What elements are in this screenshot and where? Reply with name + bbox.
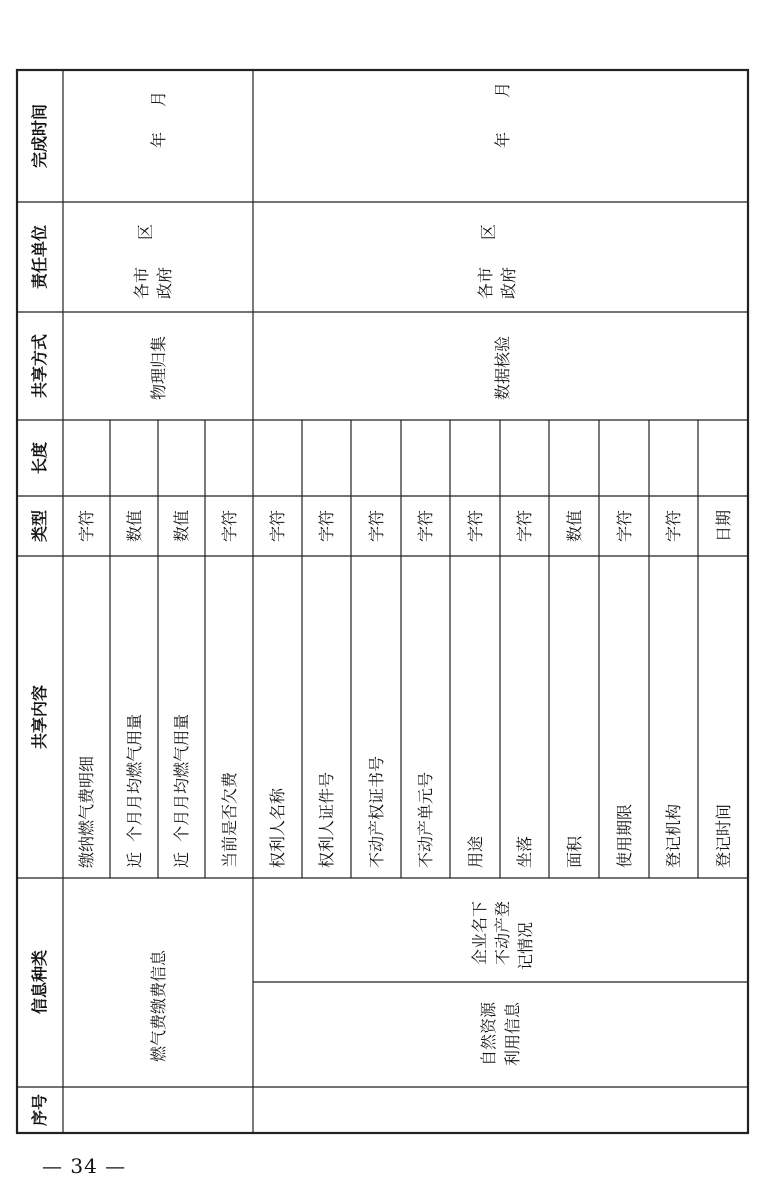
re-unit-qu: 区 — [479, 223, 498, 241]
re-unit-line2: 政府 — [499, 266, 518, 300]
gas-unit-qu: 区 — [136, 223, 155, 241]
header-length: 长度 — [30, 441, 49, 475]
gas-row-1-type: 字符 — [77, 509, 96, 543]
re-unit-line1: 各市 — [476, 266, 495, 300]
re-row-8-content: 使用期限 — [615, 803, 634, 868]
re-row-4-content: 不动产单元号 — [416, 771, 435, 868]
re-category-a-line2: 利用信息 — [503, 1001, 522, 1067]
gas-unit-line2: 政府 — [155, 266, 174, 300]
re-row-9-type: 字符 — [664, 509, 683, 543]
re-row-10-content: 登记时间 — [714, 803, 733, 868]
re-category-b-line3: 记情况 — [516, 921, 535, 971]
gas-row-3-content: 近 个月月均燃气用量 — [172, 713, 191, 868]
gas-row-4-content: 当前是否欠费 — [220, 771, 239, 868]
re-time-year: 年 — [493, 131, 512, 149]
re-row-1-type: 字符 — [268, 509, 287, 543]
re-row-6-content: 坐落 — [515, 835, 534, 868]
re-row-7-content: 面积 — [565, 835, 584, 868]
re-row-8-type: 字符 — [615, 509, 634, 543]
re-category-b-line1: 企业名下 — [470, 900, 489, 966]
gas-row-3-type: 数值 — [172, 509, 191, 543]
table-grid — [17, 70, 748, 1133]
re-row-4-type: 字符 — [416, 509, 435, 543]
re-category-a-line1: 自然资源 — [479, 1001, 498, 1067]
re-row-5-content: 用途 — [466, 835, 485, 868]
gas-row-4-type: 字符 — [220, 509, 239, 543]
gas-category: 燃气费缴费信息 — [149, 949, 168, 1063]
gas-time-month: 月 — [149, 90, 168, 108]
gas-time-year: 年 — [149, 131, 168, 149]
gas-row-2-content: 近 个月月均燃气用量 — [125, 713, 144, 868]
gas-unit-line1: 各市 — [132, 266, 151, 300]
re-category-b-line2: 不动产登 — [493, 900, 512, 966]
re-row-9-content: 登记机构 — [664, 803, 683, 868]
gas-row-2-type: 数值 — [125, 509, 144, 543]
gas-method: 物理归集 — [149, 335, 168, 401]
re-row-2-content: 权利人证件号 — [317, 771, 336, 868]
header-time: 完成时间 — [30, 103, 49, 169]
re-method: 数据核验 — [493, 335, 512, 401]
re-row-7-type: 数值 — [565, 509, 584, 543]
re-time-month: 月 — [493, 81, 512, 99]
page-number: — 34 — — [42, 1154, 127, 1178]
re-row-3-type: 字符 — [367, 509, 386, 543]
header-serial: 序号 — [30, 1093, 49, 1127]
re-row-5-type: 字符 — [466, 509, 485, 543]
re-row-2-type: 字符 — [317, 509, 336, 543]
header-unit: 责任单位 — [30, 224, 49, 290]
gas-row-1-content: 缴纳燃气费明细 — [77, 755, 96, 868]
re-row-10-type: 日期 — [714, 509, 733, 543]
re-row-6-type: 字符 — [515, 509, 534, 543]
re-row-1-content: 权利人名称 — [268, 787, 287, 868]
re-row-3-content: 不动产权证书号 — [367, 755, 386, 868]
header-category: 信息种类 — [30, 949, 49, 1015]
header-type: 类型 — [30, 509, 49, 543]
header-method: 共享方式 — [30, 333, 49, 399]
header-content: 共享内容 — [30, 684, 49, 750]
